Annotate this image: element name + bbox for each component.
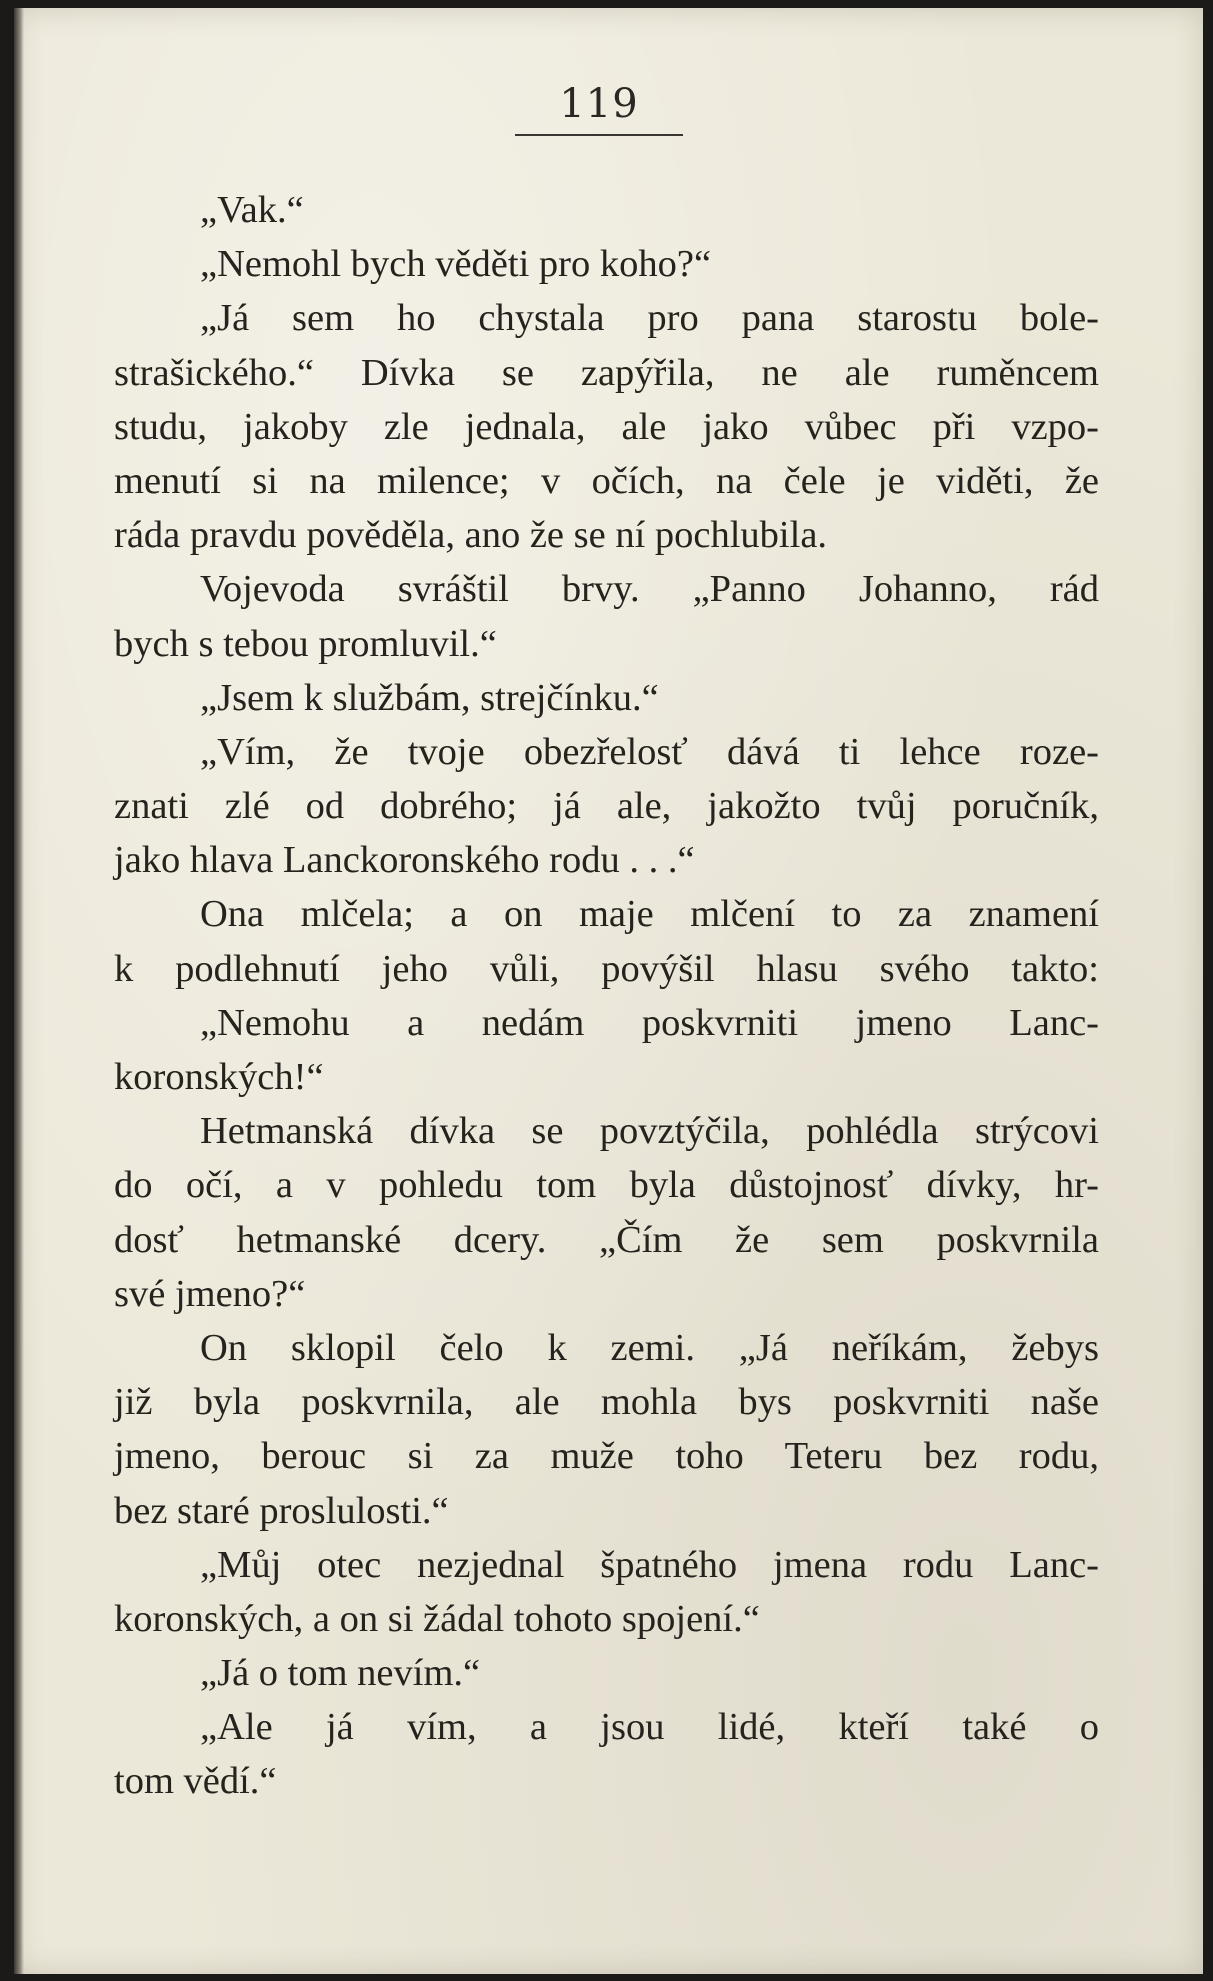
text-line: jmeno, berouc si za muže toho Teteru bez rodu, bbox=[114, 1435, 1099, 1478]
text-line: do očí, a v pohledu tom byla důstojnosť dívky, hr- bbox=[114, 1164, 1099, 1207]
text-line: „Vím, že tvoje obezřelosť dává ti lehce roze- bbox=[200, 730, 1099, 773]
text-line: tom vědí.“ bbox=[114, 1760, 277, 1803]
text-line: „Nemohu a nedám poskvrniti jmeno Lanc- bbox=[200, 1001, 1099, 1044]
text-line: Vojevoda svráštil brvy. „Panno Johanno, rád bbox=[200, 568, 1099, 611]
text-line: „Vak.“ bbox=[200, 189, 304, 231]
text-line: bez staré proslulosti.“ bbox=[114, 1489, 449, 1532]
text-line: „Ale já vím, a jsou lidé, kteří také o bbox=[200, 1706, 1099, 1749]
text-line: koronských, a on si žádal tohoto spojení.“ bbox=[114, 1597, 760, 1640]
text-line: „Jsem k službám, strejčínku.“ bbox=[200, 676, 659, 719]
text-line: bych s tebou promluvil.“ bbox=[114, 622, 497, 665]
body-text bbox=[114, 183, 1099, 1809]
page-header bbox=[514, 80, 684, 136]
header-rule bbox=[515, 134, 683, 136]
text-line: znati zlé od dobrého; já ale, jakožto tvůj poručník, bbox=[114, 785, 1099, 828]
book-page bbox=[14, 8, 1203, 1974]
text-line: Hetmanská dívka se povztýčila, pohlédla strýcovi bbox=[200, 1110, 1099, 1153]
text-line: On sklopil čelo k zemi. „Já neříkám, žebys bbox=[200, 1326, 1099, 1369]
text-line: ráda pravdu pověděla, ano že se ní pochlubila. bbox=[114, 514, 828, 557]
text-line: již byla poskvrnila, ale mohla bys poskvrniti naše bbox=[114, 1381, 1099, 1424]
text-line: Ona mlčela; a on maje mlčení to za znamení bbox=[200, 893, 1099, 936]
text-line: jako hlava Lanckoronského rodu . . .“ bbox=[114, 839, 695, 882]
text-line: koronských!“ bbox=[114, 1056, 324, 1098]
text-line: „Můj otec nezjednal špatného jmena rodu Lanc- bbox=[200, 1543, 1099, 1586]
text-line: menutí si na milence; v očích, na čele je viděti, že bbox=[114, 459, 1099, 502]
text-line: strašického.“ Dívka se zapýřila, ne ale ruměncem bbox=[114, 351, 1099, 394]
text-line: „Já o tom nevím.“ bbox=[200, 1652, 481, 1695]
text-line: k podlehnutí jeho vůli, povýšil hlasu svého takto: bbox=[114, 947, 1099, 990]
text-line: studu, jakoby zle jednala, ale jako vůbec při vzpo- bbox=[114, 405, 1099, 448]
text-line: „Nemohl bych věděti pro koho?“ bbox=[200, 243, 712, 286]
page-number: 119 bbox=[559, 81, 639, 127]
text-line: své jmeno?“ bbox=[114, 1272, 306, 1315]
text-line: dosť hetmanské dcery. „Čím že sem poskvrnila bbox=[114, 1218, 1099, 1261]
page-spine-shadow bbox=[14, 8, 24, 1974]
text-line: „Já sem ho chystala pro pana starostu bole- bbox=[200, 297, 1099, 340]
